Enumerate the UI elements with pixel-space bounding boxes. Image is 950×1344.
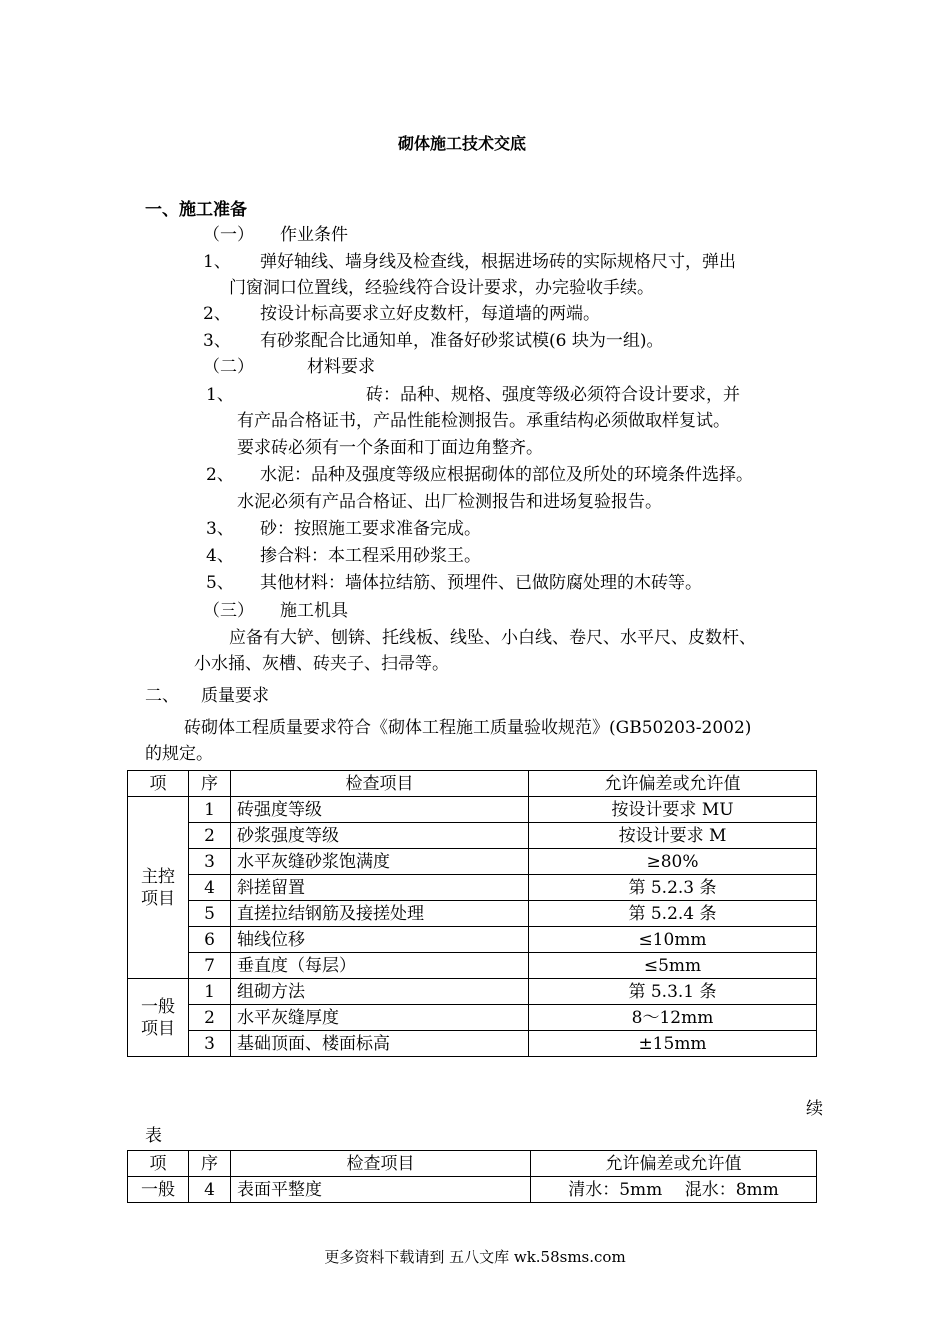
list-number: 4、	[206, 546, 234, 566]
seq-cell: 1	[189, 979, 231, 1005]
group-label: 项目	[141, 888, 175, 909]
list-number: 2、	[203, 304, 231, 324]
header-cell: 项	[128, 771, 189, 797]
list-item: 按设计标高要求立好皮数杆，每道墙的两端。	[260, 304, 600, 324]
table-row	[128, 797, 817, 823]
group-label: 主控	[141, 866, 175, 887]
item-cell: 基础顶面、楼面标高	[231, 1031, 529, 1057]
subsection-label: （二）	[203, 357, 254, 377]
table-header-row	[128, 1151, 817, 1177]
item-cell: 水平灰缝砂浆饱满度	[231, 849, 529, 875]
item-cell: 组砌方法	[231, 979, 529, 1005]
item-cell: 垂直度（每层）	[231, 953, 529, 979]
item-cell: 水平灰缝厚度	[231, 1005, 529, 1031]
seq-cell: 1	[189, 797, 231, 823]
table-row	[128, 875, 817, 901]
item-cell: 轴线位移	[231, 927, 529, 953]
list-item: 弹好轴线、墙身线及检查线，根据进场砖的实际规格尺寸，弹出	[260, 252, 736, 272]
header-cell: 允许偏差或允许值	[529, 771, 817, 797]
subsection-label: （一）	[203, 225, 254, 245]
seq-cell: 6	[189, 927, 231, 953]
list-item: 掺合料：本工程采用砂浆王。	[260, 546, 481, 566]
continued-label: 续	[806, 1099, 823, 1119]
subsection-title: 作业条件	[280, 225, 348, 245]
header-cell: 检查项目	[231, 771, 529, 797]
value-cell: 第 5.2.4 条	[529, 901, 817, 927]
table-row	[128, 823, 817, 849]
list-number: 1、	[206, 385, 234, 405]
paragraph: 应备有大铲、刨锛、托线板、线坠、小白线、卷尺、水平尺、皮数杆、	[229, 628, 756, 648]
item-cell: 直搓拉结钢筋及接搓处理	[231, 901, 529, 927]
table-row	[128, 1177, 817, 1203]
group-cell	[128, 979, 189, 1057]
continued-label: 表	[145, 1126, 162, 1146]
section-label: 二、	[145, 686, 179, 706]
section-heading-quality: 质量要求	[201, 686, 269, 706]
value-cell: ±15mm	[529, 1031, 817, 1057]
value-cell: ≥80%	[529, 849, 817, 875]
list-item: 砖：品种、规格、强度等级必须符合设计要求，并	[366, 385, 740, 405]
list-item: 其他材料：墙体拉结筋、预埋件、已做防腐处理的木砖等。	[260, 573, 702, 593]
seq-cell: 2	[189, 1005, 231, 1031]
list-number: 3、	[203, 331, 231, 351]
group-cell	[128, 797, 189, 979]
group-cell: 一般	[128, 1177, 189, 1203]
table-header-row	[128, 771, 817, 797]
table-row	[128, 849, 817, 875]
seq-cell: 3	[189, 849, 231, 875]
quality-table-continued	[127, 1150, 817, 1203]
table-row	[128, 979, 817, 1005]
value-cell: 按设计要求 M	[529, 823, 817, 849]
table-row	[128, 1031, 817, 1057]
list-number: 3、	[206, 519, 234, 539]
page-title: 砌体施工技术交底	[398, 134, 527, 153]
item-cell: 砂浆强度等级	[231, 823, 529, 849]
paragraph: 砖砌体工程质量要求符合《砌体工程施工质量验收规范》(GB50203-2002)	[184, 718, 752, 738]
list-item: 砂：按照施工要求准备完成。	[260, 519, 481, 539]
seq-cell: 5	[189, 901, 231, 927]
group-label: 一般	[141, 996, 175, 1017]
paragraph: 的规定。	[145, 744, 213, 764]
value-cell: 第 5.2.3 条	[529, 875, 817, 901]
list-item-continued: 要求砖必须有一个条面和丁面边角整齐。	[237, 438, 543, 458]
table-row	[128, 901, 817, 927]
section-heading-preparation: 一、施工准备	[145, 200, 247, 220]
header-cell: 允许偏差或允许值	[531, 1151, 817, 1177]
footer-text: 更多资料下载请到 五八文库 wk.58sms.com	[324, 1248, 626, 1266]
value-cell: 第 5.3.1 条	[529, 979, 817, 1005]
seq-cell: 3	[189, 1031, 231, 1057]
item-cell: 砖强度等级	[231, 797, 529, 823]
seq-cell: 2	[189, 823, 231, 849]
group-label: 项目	[141, 1018, 175, 1039]
value-cell: 8～12mm	[529, 1005, 817, 1031]
list-item-continued: 有产品合格证书，产品性能检测报告。承重结构必须做取样复试。	[237, 411, 730, 431]
list-number: 1、	[203, 252, 231, 272]
header-cell: 检查项目	[231, 1151, 531, 1177]
header-cell: 项	[128, 1151, 189, 1177]
quality-table	[127, 770, 817, 1057]
table-row	[128, 953, 817, 979]
paragraph: 小水捅、灰槽、砖夹子、扫帚等。	[194, 654, 449, 674]
seq-cell: 7	[189, 953, 231, 979]
subsection-title: 施工机具	[280, 601, 348, 621]
item-cell: 表面平整度	[231, 1177, 531, 1203]
value-cell: 清水：5mm 混水：8mm	[531, 1177, 817, 1203]
value-cell: 按设计要求 MU	[529, 797, 817, 823]
table-row	[128, 927, 817, 953]
subsection-label: （三）	[203, 601, 254, 621]
item-cell: 斜搓留置	[231, 875, 529, 901]
seq-cell: 4	[189, 1177, 231, 1203]
list-item-continued: 水泥必须有产品合格证、出厂检测报告和进场复验报告。	[237, 492, 662, 512]
list-number: 5、	[206, 573, 234, 593]
subsection-title: 材料要求	[307, 357, 375, 377]
seq-cell: 4	[189, 875, 231, 901]
value-cell: ≤5mm	[529, 953, 817, 979]
list-number: 2、	[206, 465, 234, 485]
list-item: 水泥：品种及强度等级应根据砌体的部位及所处的环境条件选择。	[260, 465, 753, 485]
header-cell: 序	[189, 1151, 231, 1177]
header-cell: 序	[189, 771, 231, 797]
value-cell: ≤10mm	[529, 927, 817, 953]
list-item: 有砂浆配合比通知单，准备好砂浆试模(6 块为一组)。	[260, 331, 664, 351]
table-row	[128, 1005, 817, 1031]
list-item-continued: 门窗洞口位置线，经验线符合设计要求，办完验收手续。	[229, 278, 654, 298]
